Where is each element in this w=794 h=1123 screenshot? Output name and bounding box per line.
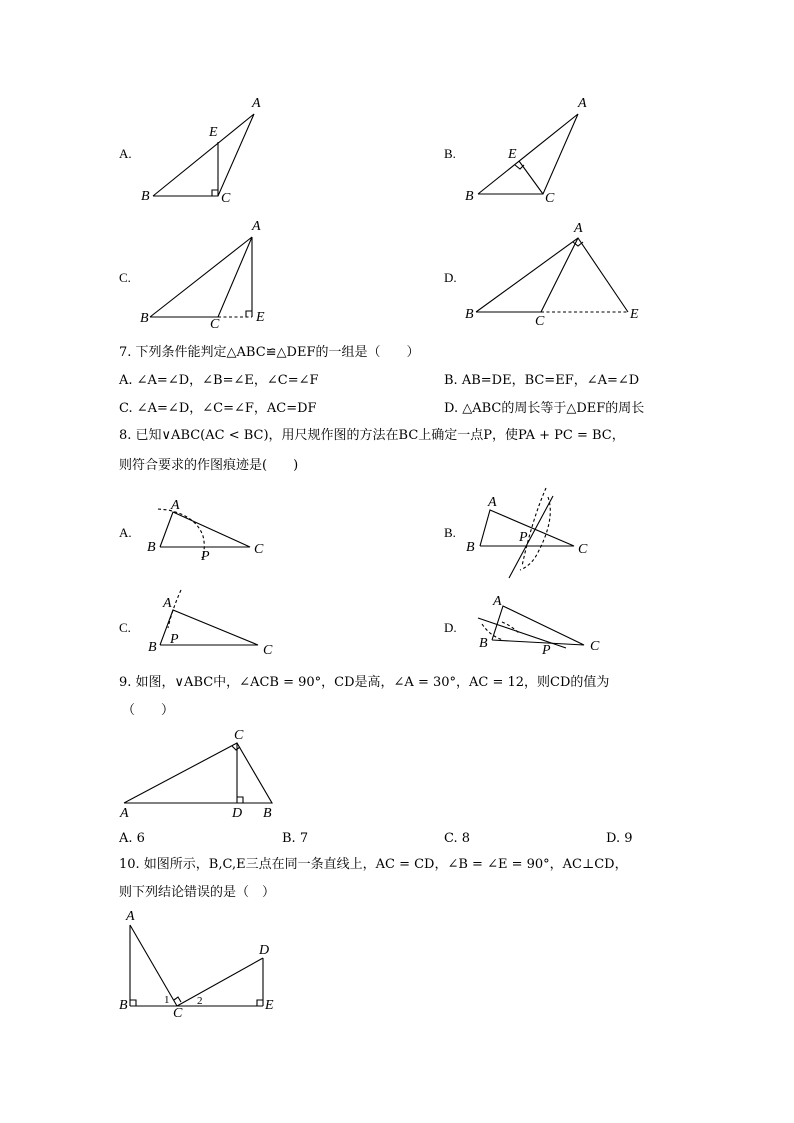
vertex-e-label: E bbox=[209, 125, 218, 140]
option-label: A. bbox=[119, 146, 132, 161]
q7-option-b[interactable]: B. AB=DE，BC=EF，∠A=∠D bbox=[444, 373, 640, 388]
option-label: A. bbox=[119, 525, 132, 540]
vertex-a-label: A bbox=[252, 219, 261, 234]
vertex-d-label: D bbox=[232, 806, 243, 821]
vertex-e-label: E bbox=[630, 307, 639, 322]
vertex-b-label: B bbox=[140, 311, 149, 326]
vertex-a-label: A bbox=[578, 96, 587, 111]
option-label: D. bbox=[444, 620, 457, 635]
vertex-a-label: A bbox=[126, 909, 135, 924]
q7-option-a[interactable]: A. ∠A=∠D，∠B=∠E，∠C=∠F bbox=[119, 373, 319, 388]
q9-option-a[interactable]: A. 6 bbox=[119, 831, 145, 846]
q9-stem-line2: （ ） bbox=[122, 703, 175, 718]
q9-stem-line1: 9. 如图，∨ABC中，∠ACB = 90°，CD是高，∠A = 30°，AC = 12，则CD的值为 bbox=[119, 675, 610, 690]
q10-stem-line2: 则下列结论错误的是（ ） bbox=[119, 885, 276, 900]
vertex-c-label: C bbox=[590, 639, 600, 654]
point-p-label: P bbox=[519, 530, 528, 545]
vertex-a-label: A bbox=[252, 96, 261, 111]
q7-option-c[interactable]: C. ∠A=∠D，∠C=∠F，AC=DF bbox=[119, 401, 317, 416]
q7-option-d[interactable]: D. △ABC的周长等于△DEF的周长 bbox=[444, 401, 645, 416]
vertex-a-label: A bbox=[120, 806, 129, 821]
vertex-b-label: B bbox=[119, 998, 128, 1013]
q10-stem-line1: 10. 如图所示，B,C,E三点在同一条直线上，AC = CD，∠B = ∠E = 90°，AC⊥CD， bbox=[119, 857, 628, 872]
q9-option-b[interactable]: B. 7 bbox=[282, 831, 309, 846]
vertex-c-label: C bbox=[545, 191, 555, 206]
vertex-e-label: E bbox=[265, 998, 274, 1013]
option-label: C. bbox=[119, 270, 131, 285]
vertex-b-label: B bbox=[479, 636, 488, 651]
vertex-c-label: C bbox=[234, 728, 244, 743]
vertex-c-label: C bbox=[578, 542, 588, 557]
q9-option-d[interactable]: D. 9 bbox=[606, 831, 633, 846]
vertex-e-label: E bbox=[508, 147, 517, 162]
q7-stem: 7. 下列条件能判定△ABC≌△DEF的一组是（ ） bbox=[119, 345, 420, 360]
vertex-c-label: C bbox=[535, 314, 545, 329]
vertex-d-label: D bbox=[259, 943, 270, 958]
vertex-c-label: C bbox=[263, 643, 273, 658]
option-label: B. bbox=[444, 146, 456, 161]
angle-2-label: 2 bbox=[197, 995, 203, 1007]
option-label: D. bbox=[444, 270, 457, 285]
angle-1-label: 1 bbox=[164, 994, 170, 1006]
vertex-a-label: A bbox=[574, 221, 583, 236]
vertex-a-label: A bbox=[493, 594, 502, 609]
point-p-label: P bbox=[542, 643, 551, 658]
vertex-b-label: B bbox=[141, 189, 150, 204]
vertex-b-label: B bbox=[466, 540, 475, 555]
vertex-b-label: B bbox=[148, 640, 157, 655]
vertex-c-label: C bbox=[254, 542, 264, 557]
vertex-a-label: A bbox=[488, 495, 497, 510]
q8-stem-line2: 则符合要求的作图痕迹是( ) bbox=[119, 458, 299, 473]
vertex-c-label: C bbox=[173, 1006, 183, 1021]
vertex-b-label: B bbox=[147, 540, 156, 555]
option-label: C. bbox=[119, 620, 131, 635]
vertex-a-label: A bbox=[171, 498, 180, 513]
option-label: B. bbox=[444, 525, 456, 540]
vertex-b-label: B bbox=[465, 189, 474, 204]
q9-option-c[interactable]: C. 8 bbox=[444, 831, 471, 846]
point-p-label: P bbox=[170, 632, 179, 647]
vertex-c-label: C bbox=[221, 191, 231, 206]
vertex-c-label: C bbox=[210, 317, 220, 332]
vertex-b-label: B bbox=[465, 307, 474, 322]
q8-stem-line1: 8. 已知∨ABC(AC < BC)，用尺规作图的方法在BC上确定一点P，使PA + PC = BC， bbox=[119, 428, 625, 443]
vertex-e-label: E bbox=[256, 310, 265, 325]
vertex-a-label: A bbox=[163, 596, 172, 611]
vertex-b-label: B bbox=[263, 806, 272, 821]
point-p-label: P bbox=[201, 549, 210, 564]
